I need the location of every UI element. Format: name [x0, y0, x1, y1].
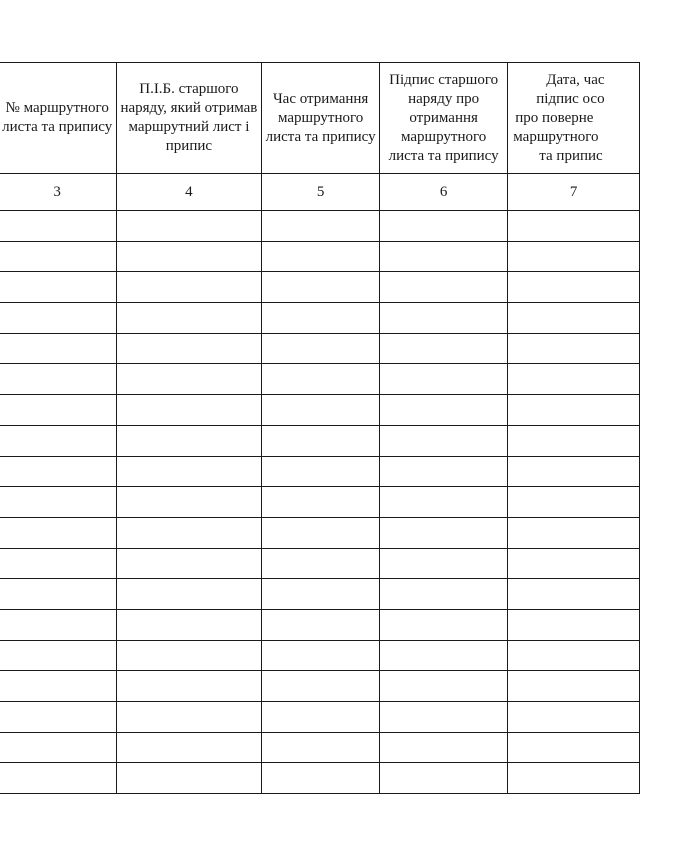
blank-cell-route-sheet-number[interactable] — [0, 333, 116, 364]
blank-cell-receipt-time[interactable] — [262, 395, 380, 426]
header-column-7-line-3: про поверне — [515, 109, 594, 126]
blank-cell-receipt-signature[interactable] — [380, 211, 508, 242]
blank-cell-return-date-time[interactable] — [508, 517, 640, 548]
table-header-row — [0, 63, 640, 174]
blank-cell-route-sheet-number[interactable] — [0, 640, 116, 671]
blank-cell-receipt-time[interactable] — [262, 241, 380, 272]
blank-cell-receipt-signature[interactable] — [380, 702, 508, 733]
blank-cell-senior-full-name[interactable] — [116, 517, 262, 548]
table-row — [0, 241, 640, 272]
column-number-row — [0, 174, 640, 211]
blank-cell-return-date-time[interactable] — [508, 671, 640, 702]
blank-cell-senior-full-name[interactable] — [116, 640, 262, 671]
header-column-7-line-5: та припис — [539, 147, 603, 164]
blank-cell-senior-full-name[interactable] — [116, 763, 262, 794]
table-row — [0, 395, 640, 426]
column-number-3: 3 — [0, 174, 116, 211]
blank-cell-senior-full-name[interactable] — [116, 211, 262, 242]
blank-cell-return-date-time[interactable] — [508, 364, 640, 395]
table-row — [0, 579, 640, 610]
table-row — [0, 609, 640, 640]
blank-cell-return-date-time[interactable] — [508, 425, 640, 456]
blank-cell-receipt-signature[interactable] — [380, 487, 508, 518]
blank-cell-senior-full-name[interactable] — [116, 425, 262, 456]
blank-cell-receipt-signature[interactable] — [380, 548, 508, 579]
blank-cell-route-sheet-number[interactable] — [0, 763, 116, 794]
header-cell-return-date-time — [508, 63, 640, 174]
blank-cell-receipt-signature[interactable] — [380, 241, 508, 272]
blank-cell-receipt-time[interactable] — [262, 702, 380, 733]
blank-cell-return-date-time[interactable] — [508, 211, 640, 242]
blank-cell-senior-full-name[interactable] — [116, 364, 262, 395]
blank-cell-receipt-time[interactable] — [262, 303, 380, 334]
blank-cell-return-date-time[interactable] — [508, 333, 640, 364]
blank-cell-route-sheet-number[interactable] — [0, 272, 116, 303]
header-column-7-line-2: підпис осо — [536, 90, 605, 107]
table-row — [0, 763, 640, 794]
table-row — [0, 640, 640, 671]
blank-cell-receipt-signature[interactable] — [380, 763, 508, 794]
blank-cell-senior-full-name[interactable] — [116, 272, 262, 303]
blank-cell-route-sheet-number[interactable] — [0, 732, 116, 763]
blank-cell-receipt-time[interactable] — [262, 333, 380, 364]
blank-cell-senior-full-name[interactable] — [116, 395, 262, 426]
blank-cell-receipt-time[interactable] — [262, 579, 380, 610]
blank-cell-receipt-time[interactable] — [262, 364, 380, 395]
table-row — [0, 732, 640, 763]
blank-cell-return-date-time[interactable] — [508, 609, 640, 640]
table-row — [0, 702, 640, 733]
blank-cell-route-sheet-number[interactable] — [0, 395, 116, 426]
route-sheet-register-table — [0, 62, 640, 794]
blank-cell-return-date-time[interactable] — [508, 272, 640, 303]
header-column-7-line-1: Дата, час — [546, 71, 605, 88]
blank-cell-senior-full-name[interactable] — [116, 303, 262, 334]
header-cell-route-sheet-number: № маршрутного листа та припису — [0, 63, 116, 174]
blank-cell-route-sheet-number[interactable] — [0, 456, 116, 487]
blank-cell-senior-full-name[interactable] — [116, 241, 262, 272]
blank-cell-return-date-time[interactable] — [508, 395, 640, 426]
blank-cell-return-date-time[interactable] — [508, 579, 640, 610]
blank-cell-receipt-signature[interactable] — [380, 579, 508, 610]
blank-cell-return-date-time[interactable] — [508, 487, 640, 518]
blank-cell-receipt-signature[interactable] — [380, 456, 508, 487]
blank-cell-route-sheet-number[interactable] — [0, 609, 116, 640]
table-row — [0, 456, 640, 487]
blank-cell-receipt-time[interactable] — [262, 732, 380, 763]
blank-cell-route-sheet-number[interactable] — [0, 702, 116, 733]
blank-cell-route-sheet-number[interactable] — [0, 548, 116, 579]
blank-cell-receipt-time[interactable] — [262, 211, 380, 242]
blank-cell-return-date-time[interactable] — [508, 732, 640, 763]
blank-cell-receipt-time[interactable] — [262, 671, 380, 702]
blank-cell-receipt-signature[interactable] — [380, 272, 508, 303]
blank-cell-receipt-signature[interactable] — [380, 395, 508, 426]
table-row — [0, 517, 640, 548]
header-cell-receipt-time: Час отримання маршрутного листа та припису — [262, 63, 380, 174]
blank-cell-route-sheet-number[interactable] — [0, 487, 116, 518]
blank-cell-senior-full-name[interactable] — [116, 456, 262, 487]
blank-cell-return-date-time[interactable] — [508, 241, 640, 272]
blank-cell-receipt-signature[interactable] — [380, 303, 508, 334]
column-number-7: 7 — [508, 174, 640, 211]
header-column-7-line-4: маршрутного — [513, 128, 599, 145]
blank-cell-route-sheet-number[interactable] — [0, 211, 116, 242]
blank-cell-return-date-time[interactable] — [508, 763, 640, 794]
blank-cell-return-date-time[interactable] — [508, 303, 640, 334]
blank-cell-return-date-time[interactable] — [508, 640, 640, 671]
blank-cell-receipt-signature[interactable] — [380, 732, 508, 763]
blank-cell-receipt-time[interactable] — [262, 517, 380, 548]
blank-cell-senior-full-name[interactable] — [116, 732, 262, 763]
blank-cell-route-sheet-number[interactable] — [0, 303, 116, 334]
table-row — [0, 272, 640, 303]
blank-cell-route-sheet-number[interactable] — [0, 579, 116, 610]
blank-cell-receipt-time[interactable] — [262, 609, 380, 640]
table-row — [0, 364, 640, 395]
blank-cell-receipt-signature[interactable] — [380, 333, 508, 364]
blank-cell-route-sheet-number[interactable] — [0, 364, 116, 395]
blank-cell-receipt-time[interactable] — [262, 640, 380, 671]
blank-cell-receipt-signature[interactable] — [380, 425, 508, 456]
header-cell-receipt-signature: Підпис старшого наряду про отримання маршрутного листа та припису — [380, 63, 508, 174]
table-row — [0, 548, 640, 579]
table-row — [0, 487, 640, 518]
table-row — [0, 671, 640, 702]
blank-cell-receipt-signature[interactable] — [380, 640, 508, 671]
blank-cell-senior-full-name[interactable] — [116, 487, 262, 518]
blank-cell-receipt-time[interactable] — [262, 425, 380, 456]
column-number-5: 5 — [262, 174, 380, 211]
blank-cell-route-sheet-number[interactable] — [0, 241, 116, 272]
table-row — [0, 425, 640, 456]
blank-cell-receipt-signature[interactable] — [380, 671, 508, 702]
blank-cell-route-sheet-number[interactable] — [0, 517, 116, 548]
blank-cell-return-date-time[interactable] — [508, 548, 640, 579]
blank-cell-senior-full-name[interactable] — [116, 609, 262, 640]
blank-cell-receipt-time[interactable] — [262, 456, 380, 487]
blank-cell-receipt-time[interactable] — [262, 487, 380, 518]
blank-cell-return-date-time[interactable] — [508, 456, 640, 487]
table-row — [0, 303, 640, 334]
blank-cell-senior-full-name[interactable] — [116, 579, 262, 610]
blank-cell-senior-full-name[interactable] — [116, 671, 262, 702]
blank-cell-senior-full-name[interactable] — [116, 548, 262, 579]
blank-cell-route-sheet-number[interactable] — [0, 425, 116, 456]
blank-cell-senior-full-name[interactable] — [116, 702, 262, 733]
column-number-4: 4 — [116, 174, 262, 211]
table-row — [0, 333, 640, 364]
blank-cell-receipt-signature[interactable] — [380, 517, 508, 548]
blank-cell-receipt-time[interactable] — [262, 763, 380, 794]
table-row — [0, 211, 640, 242]
blank-cell-route-sheet-number[interactable] — [0, 671, 116, 702]
blank-cell-return-date-time[interactable] — [508, 702, 640, 733]
blank-cell-receipt-time[interactable] — [262, 272, 380, 303]
blank-cell-receipt-time[interactable] — [262, 548, 380, 579]
blank-cell-receipt-signature[interactable] — [380, 609, 508, 640]
blank-cell-senior-full-name[interactable] — [116, 333, 262, 364]
column-number-6: 6 — [380, 174, 508, 211]
header-cell-senior-full-name: П.І.Б. старшого наряду, який отримав маршрутний лист і припис — [116, 63, 262, 174]
blank-cell-receipt-signature[interactable] — [380, 364, 508, 395]
